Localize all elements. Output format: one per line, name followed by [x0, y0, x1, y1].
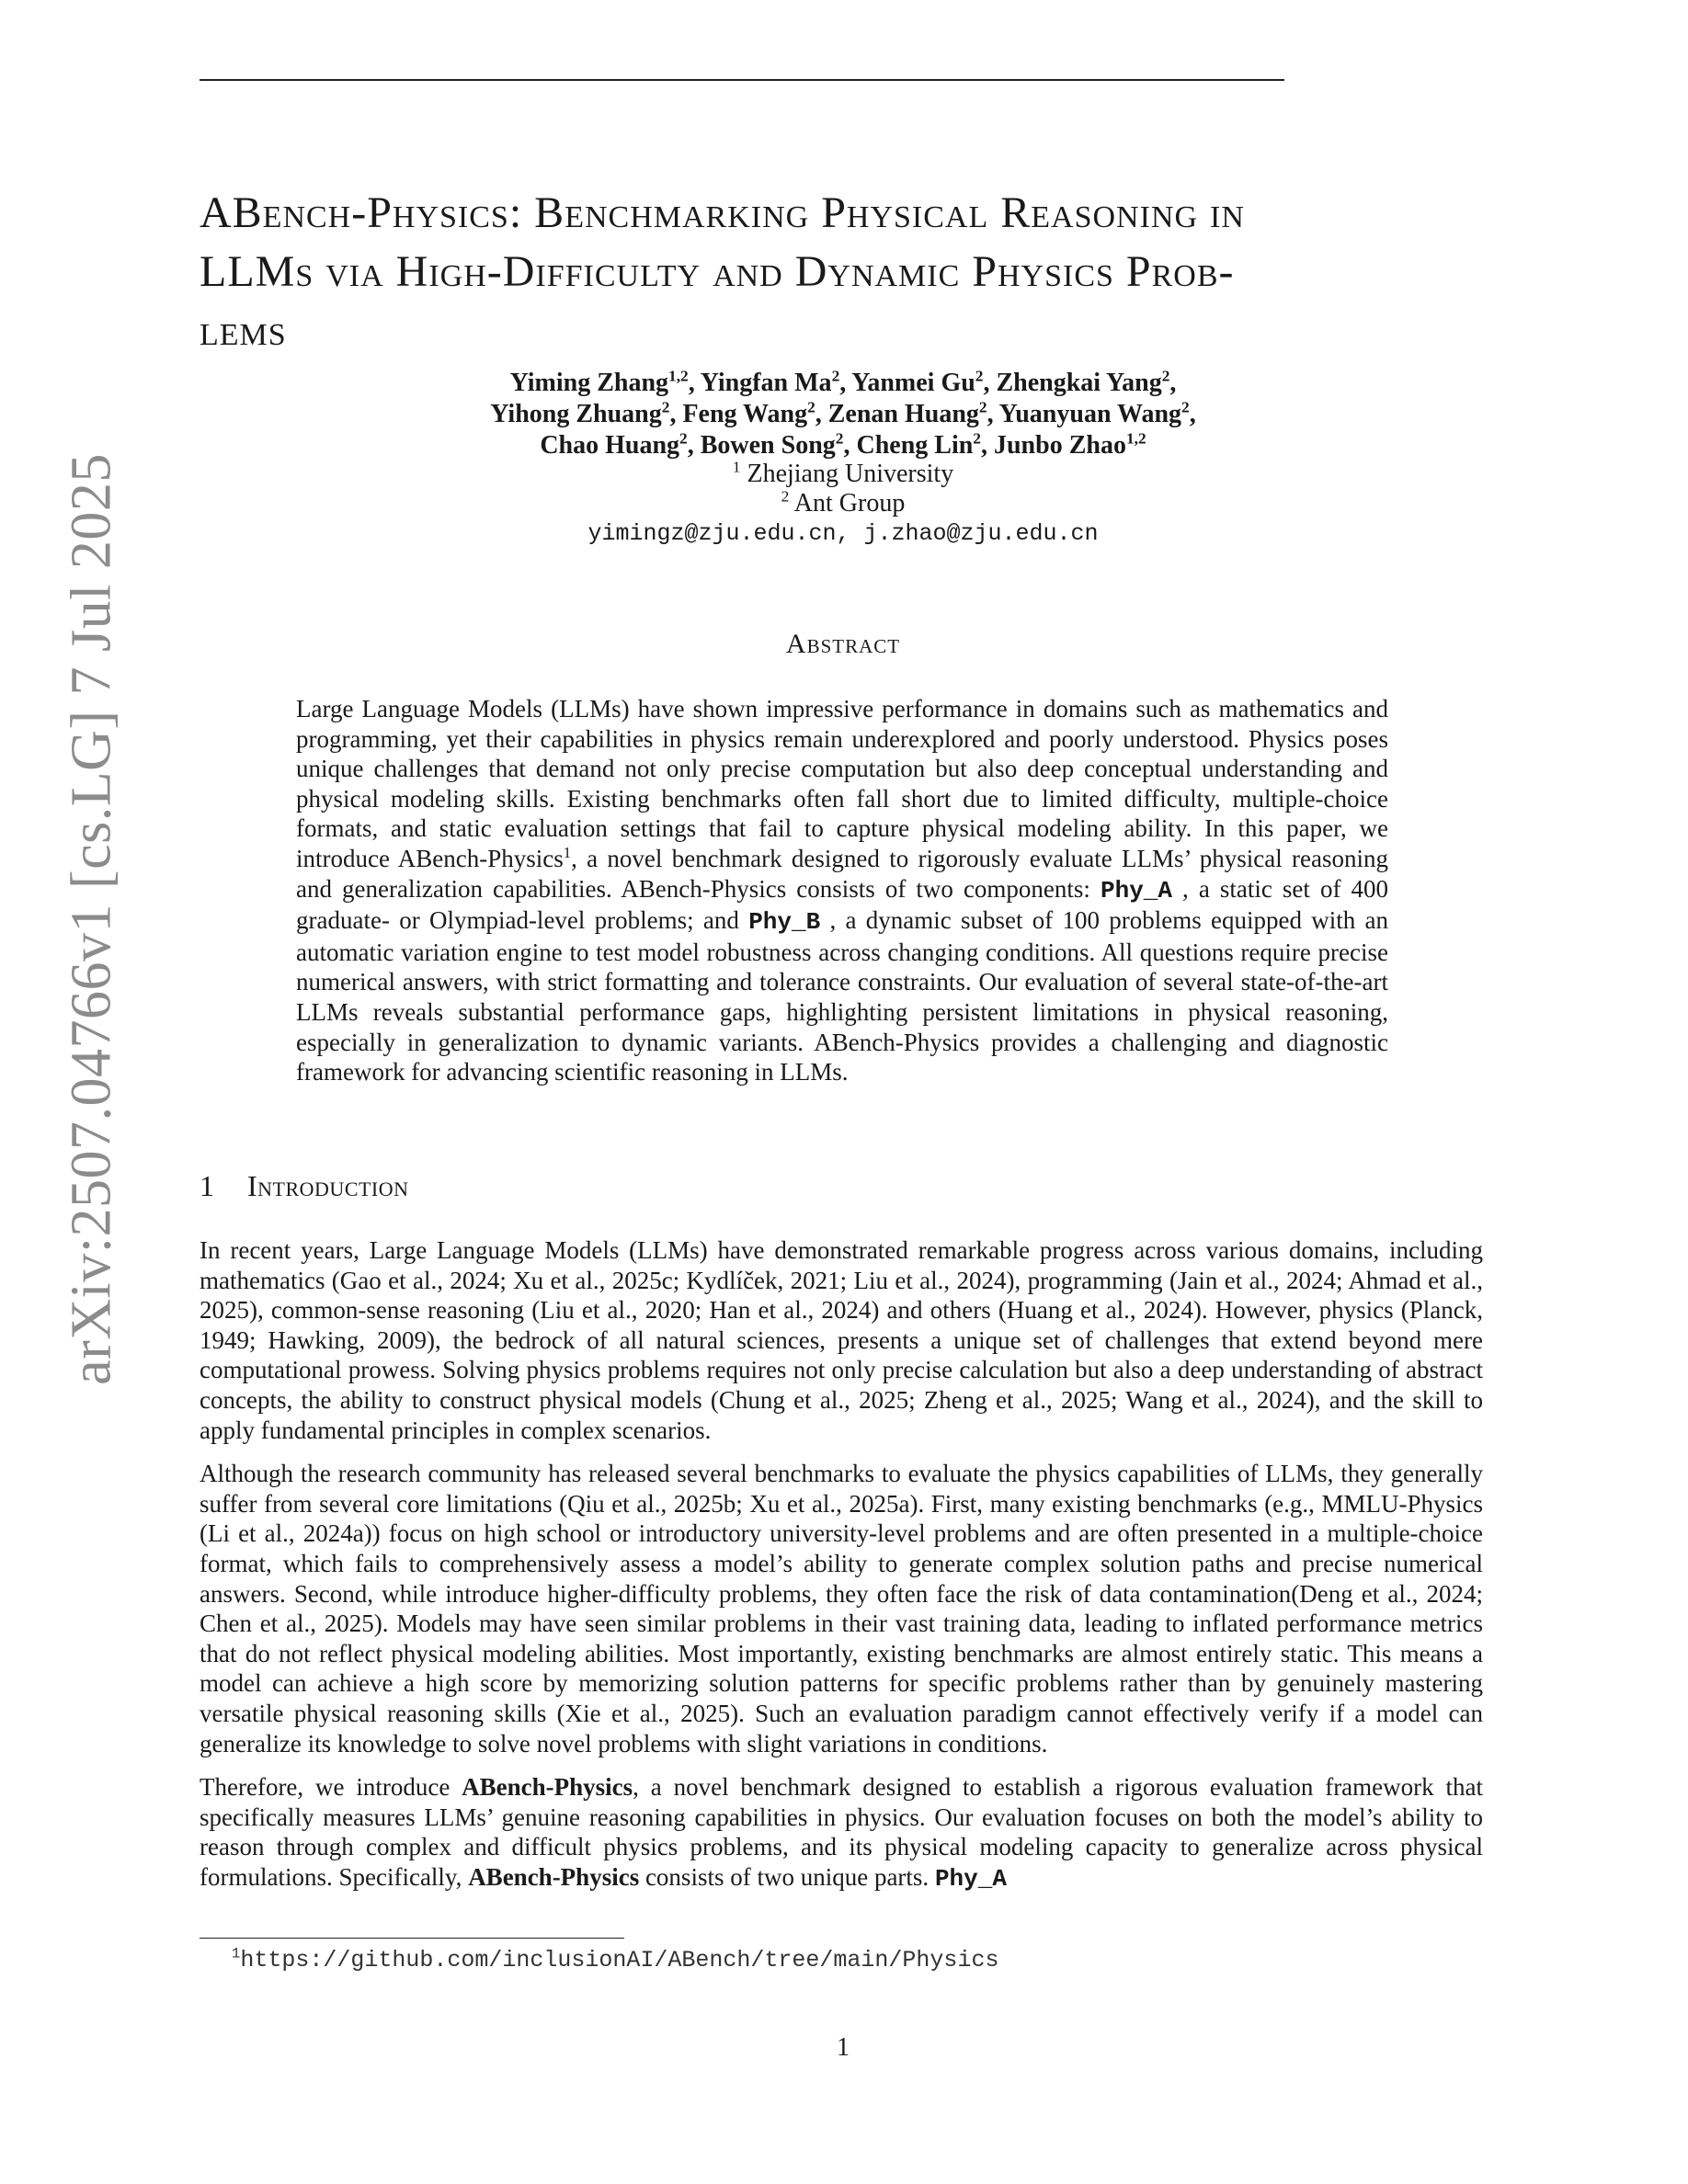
- affiliation-mark: 1: [732, 458, 741, 476]
- benchmark-name: ABench-Physics: [468, 1862, 640, 1891]
- arxiv-identifier: arXiv:2507.04766v1 [cs.LG] 7 Jul 2025: [60, 453, 123, 1385]
- title-line: LLMs via High-Difficulty and Dynamic Physics Prob-: [200, 247, 1235, 296]
- author-affil-mark: 1,2: [1125, 429, 1146, 448]
- section-heading: [200, 1169, 751, 1203]
- author-affil-mark: 2: [973, 429, 981, 448]
- affiliation: [200, 489, 1487, 518]
- abstract-heading: Abstract: [785, 629, 901, 659]
- author: Feng Wang: [682, 400, 808, 428]
- component-name: Phy_A: [934, 1864, 1007, 1893]
- author-affil-mark: 2: [1181, 398, 1190, 416]
- abstract-part: Large Language Models (LLMs) have shown impressive performance in domains such as mathematics and programming, yet their capabilities in physics remain underexplored and poorly understood. Physics poses unique challenges that demand not only precise computation but also deep conceptual understanding and physical modeling skills. Existing benchmarks often fall short due to limited difficulty, multiple-choice formats, and static evaluation settings that fail to capture physical modeling ability. In this paper, we introduce ABench-Physics: [296, 695, 1388, 872]
- affiliations: [200, 460, 1487, 518]
- affiliation: [200, 460, 1487, 489]
- abstract-part: , a novel benchmark designed to rigorously evaluate LLMs’ physical reasoning and generalization capabilities. ABench-Physics consists of two components:: [296, 844, 1388, 903]
- author-affil-mark: 2: [1161, 367, 1170, 385]
- author: Zenan Huang: [827, 400, 979, 428]
- author: Yingfan Ma: [700, 369, 832, 397]
- author-affil-mark: 2: [835, 429, 844, 448]
- text-run: consists of two unique parts.: [639, 1862, 935, 1891]
- author-affil-mark: 2: [661, 398, 670, 416]
- affiliation-name: Ant Group: [793, 489, 906, 518]
- component-name: Phy_A: [1100, 876, 1172, 904]
- author: Yihong Zhuang: [490, 400, 662, 428]
- section-number: 1: [200, 1169, 215, 1202]
- footnote: [232, 1947, 1335, 1974]
- affiliation-name: Zhejiang University: [747, 460, 954, 488]
- author-emails: yimingz@zju.edu.cn, j.zhao@zju.edu.cn: [587, 520, 1099, 547]
- author: Zhengkai Yang: [996, 369, 1162, 397]
- introduction-body: [200, 1235, 1483, 1907]
- footnote-link[interactable]: https://github.com/inclusionAI/ABench/tree/main/Physics: [240, 1947, 999, 1974]
- author: Junbo Zhao: [993, 431, 1126, 460]
- affiliation-mark: 2: [781, 487, 790, 506]
- author-line: Yihong Zhuang$^2$, Feng Wang$^2$, Zenan Huang$^2$, Yuanyuan Wang$^2$,: [490, 398, 1196, 428]
- benchmark-name: ABench-Physics: [462, 1773, 633, 1802]
- paper-title: [200, 184, 1487, 360]
- footnote-rule: [200, 1938, 624, 1939]
- author: Yiming Zhang: [509, 369, 669, 397]
- footnote-marker[interactable]: 1: [563, 843, 572, 861]
- author: Yuanyuan Wang: [998, 400, 1182, 428]
- author: Bowen Song: [700, 431, 836, 460]
- abstract-part: , a dynamic subset of 100 problems equipped with an automatic variation engine to test model robustness across changing conditions. All questions require precise numerical answers, with strict formatting and tolerance constraints. Our evaluation of several state-of-the-art LLMs reveals substantial performance gaps, highlighting persistent limitations in physical reasoning, especially in generalization to dynamic variants. ABench-Physics provides a challenging and diagnostic framework for advancing scientific reasoning in LLMs.: [296, 906, 1388, 1086]
- author-affil-mark: 2: [978, 398, 987, 416]
- author: Cheng Lin: [856, 431, 974, 460]
- author-affil-mark: 2: [807, 398, 815, 416]
- author-affil-mark: 2: [831, 367, 840, 385]
- author-line: Yiming Zhang$^{1,2}$, Yingfan Ma$^2$, Yanmei Gu$^2$, Zhengkai Yang$^2$,: [509, 367, 1177, 397]
- author-line: Chao Huang$^2$, Bowen Song$^2$, Cheng Lin$^2$, Junbo Zhao$^{1,2}$: [540, 429, 1146, 460]
- footnote-mark: 1: [232, 1945, 241, 1962]
- text-run: Therefore, we introduce: [200, 1773, 462, 1802]
- page-number: 1: [837, 2033, 850, 2062]
- text-run: , a novel benchmark designed to establish a rigorous evaluation framework that specifically measures LLMs’ genuine reasoning capabilities in physics. Our evaluation focuses on both the model’s ability to reason through complex and difficult physics problems, and its physical modeling capacity to generalize across physical formulations. Specifically,: [200, 1773, 1483, 1891]
- abstract-part: , a static set of 400 graduate- or Olympiad-level problems; and: [296, 874, 1388, 935]
- author: Yanmei Gu: [851, 369, 975, 397]
- author-list: [200, 368, 1487, 461]
- component-name: Phy_B: [748, 908, 821, 937]
- author-affil-mark: 1,2: [668, 367, 689, 385]
- paragraph: In recent years, Large Language Models (LLMs) have demonstrated remarkable progress across various domains, including mathematics (Gao et al., 2024; Xu et al., 2025c; Kydlíček, 2021; Liu et al., 2024), programming (Jain et al., 2024; Ahmad et al., 2025), common-sense reasoning (Liu et al., 2020; Han et al., 2024) and others (Huang et al., 2024). However, physics (Planck, 1949; Hawking, 2009), the bedrock of all natural sciences, presents a unique set of challenges that extend beyond mere computational prowess. Solving physics problems requires not only precise calculation but also a deep understanding of abstract concepts, the ability to construct physical models (Chung et al., 2025; Zheng et al., 2025; Wang et al., 2024), and the skill to apply fundamental principles in complex scenarios.: [200, 1236, 1483, 1444]
- paragraph: Although the research community has released several benchmarks to evaluate the physics capabilities of LLMs, they generally suffer from several core limitations (Qiu et al., 2025b; Xu et al., 2025a). First, many existing benchmarks (e.g., MMLU-Physics (Li et al., 2024a)) focus on high school or introductory university-level problems and are often presented in a multiple-choice format, which fails to comprehensively assess a model’s ability to generate complex solution paths and precise numerical answers. Second, while introduce higher-difficulty problems, they often face the risk of data contamination(Deng et al., 2024; Chen et al., 2025). Models may have seen similar problems in their vast training data, leading to inflated performance metrics that do not reflect physical modeling abilities. Most importantly, existing benchmarks are almost entirely static. This means a model can achieve a high score by memorizing solution patterns for specific problems rather than by genuinely mastering versatile physical reasoning skills (Xie et al., 2025). Such an evaluation paradigm cannot effectively verify if a model can generalize its knowledge to solve novel problems with slight variations in conditions.: [200, 1460, 1483, 1757]
- title-line: ABench-Physics: Benchmarking Physical Reasoning in: [200, 188, 1245, 237]
- author-affil-mark: 2: [975, 367, 984, 385]
- section-title: Introduction: [247, 1169, 409, 1202]
- abstract-text: [296, 694, 1388, 1087]
- author: Chao Huang: [540, 431, 680, 460]
- paragraph: [200, 1772, 1483, 1894]
- title-line: lems: [200, 306, 287, 355]
- author-affil-mark: 2: [679, 429, 688, 448]
- top-rule: [200, 79, 1284, 81]
